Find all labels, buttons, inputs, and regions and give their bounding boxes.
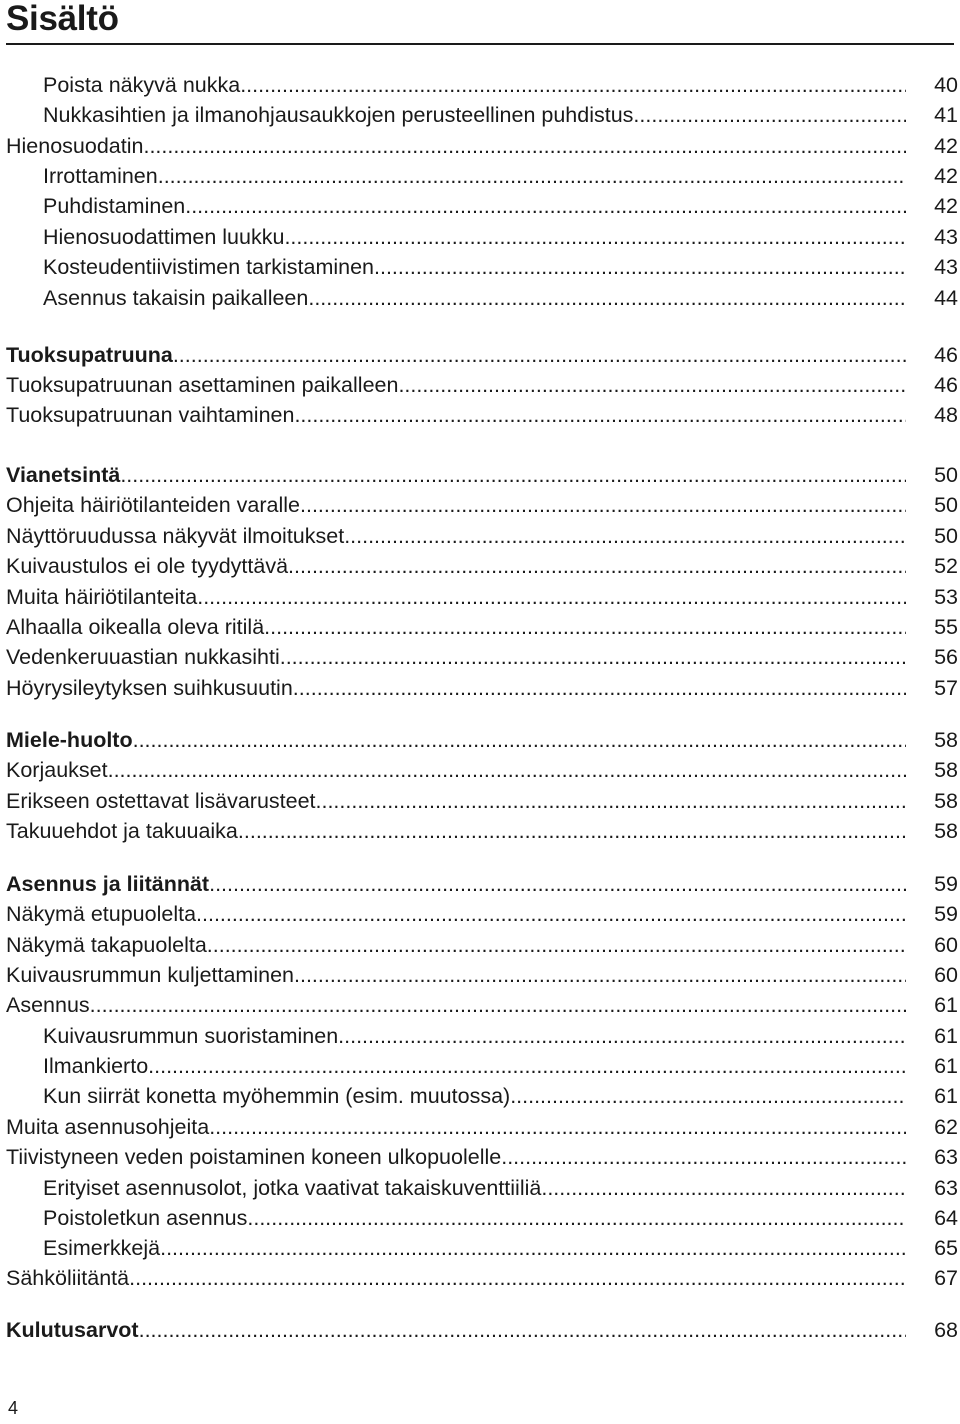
page-title: Sisältö xyxy=(6,0,119,38)
toc-entry[interactable] xyxy=(43,252,958,282)
toc-entry-title: Esimerkkejä xyxy=(43,1236,161,1260)
toc-entry[interactable] xyxy=(43,70,958,100)
dot-leader xyxy=(344,521,906,551)
dot-leader xyxy=(185,191,906,221)
toc-entry-page: 67 xyxy=(934,1266,958,1290)
toc-entry-title: Kuivausrummun suoristaminen xyxy=(43,1024,339,1048)
toc-entry[interactable] xyxy=(6,1315,958,1345)
toc-entry-title: Erityiset asennusolot, jotka vaativat takaiskuventtiiliä xyxy=(43,1176,542,1200)
toc-entry[interactable] xyxy=(43,1233,958,1263)
title-block xyxy=(6,0,954,38)
toc-entry-page: 58 xyxy=(934,789,958,813)
toc-entry-title: Irrottaminen xyxy=(43,164,158,188)
toc-entry-title: Tuoksupatruunan asettaminen paikalleen xyxy=(6,373,399,397)
toc-entry-page: 59 xyxy=(934,902,958,926)
toc-entry-page: 56 xyxy=(934,645,958,669)
toc-entry-title: Kulutusarvot xyxy=(6,1318,139,1342)
dot-leader xyxy=(300,490,906,520)
dot-leader xyxy=(308,283,906,313)
toc-entry[interactable] xyxy=(6,725,958,755)
toc-entry-title: Miele-huolto xyxy=(6,728,133,752)
toc-entry[interactable] xyxy=(43,1051,958,1081)
toc-entry-page: 58 xyxy=(934,728,958,752)
toc-entry[interactable] xyxy=(6,131,958,161)
dot-leader xyxy=(240,70,906,100)
toc-entry-title: Ilmankierto xyxy=(43,1054,149,1078)
toc-entry-title: Ohjeita häiriötilanteiden varalle xyxy=(6,493,301,517)
toc-entry[interactable] xyxy=(6,582,958,612)
toc-entry[interactable] xyxy=(6,673,958,703)
toc-entry-title: Tiivistyneen veden poistaminen koneen ulkopuolelle xyxy=(6,1145,502,1169)
toc-entry[interactable] xyxy=(43,1081,958,1111)
toc-entry-page: 46 xyxy=(934,343,958,367)
dot-leader xyxy=(173,340,906,370)
toc-entry-page: 42 xyxy=(934,134,958,158)
dot-leader xyxy=(316,786,906,816)
toc-entry-page: 60 xyxy=(934,963,958,987)
dot-leader xyxy=(247,1203,906,1233)
toc-entry[interactable] xyxy=(43,1021,958,1051)
dot-leader xyxy=(293,673,906,703)
toc-entry[interactable] xyxy=(6,899,958,929)
toc-entry-page: 48 xyxy=(934,403,958,427)
dot-leader xyxy=(139,1315,906,1345)
toc-entry[interactable] xyxy=(6,521,958,551)
toc-entry-page: 41 xyxy=(934,103,958,127)
toc-entry[interactable] xyxy=(43,191,958,221)
toc-entry-page: 63 xyxy=(934,1176,958,1200)
toc-entry-page: 50 xyxy=(934,524,958,548)
toc-entry[interactable] xyxy=(43,1203,958,1233)
toc-entry[interactable] xyxy=(6,1112,958,1142)
toc-entry-page: 68 xyxy=(934,1318,958,1342)
toc-entry-page: 58 xyxy=(934,819,958,843)
toc-entry-page: 42 xyxy=(934,194,958,218)
toc-entry-title: Asennus takaisin paikalleen xyxy=(43,286,309,310)
toc-entry-title: Näyttöruudussa näkyvät ilmoitukset xyxy=(6,524,345,548)
toc-entry-page: 57 xyxy=(934,676,958,700)
toc-entry-title: Takuuehdot ja takuuaika xyxy=(6,819,238,843)
dot-leader xyxy=(264,612,906,642)
toc-entry-title: Tuoksupatruunan vaihtaminen xyxy=(6,403,295,427)
toc-entry[interactable] xyxy=(6,869,958,899)
dot-leader xyxy=(196,899,906,929)
toc-entry[interactable] xyxy=(6,960,958,990)
toc-entry-title: Hienosuodatin xyxy=(6,134,144,158)
toc-entry[interactable] xyxy=(6,930,958,960)
dot-leader xyxy=(288,551,906,581)
toc-entry-page: 44 xyxy=(934,286,958,310)
dot-leader xyxy=(197,582,906,612)
dot-leader xyxy=(158,161,906,191)
toc-entry-title: Poistoletkun asennus xyxy=(43,1206,248,1230)
toc-entry-page: 42 xyxy=(934,164,958,188)
toc-entry-page: 61 xyxy=(934,1054,958,1078)
toc-entry-title: Kuivaustulos ei ole tyydyttävä xyxy=(6,554,289,578)
toc-entry[interactable] xyxy=(6,490,958,520)
toc-entry-title: Korjaukset xyxy=(6,758,108,782)
dot-leader xyxy=(238,816,906,846)
toc-entry-page: 58 xyxy=(934,758,958,782)
toc-entry-title: Kuivausrummun kuljettaminen xyxy=(6,963,294,987)
toc-entry[interactable] xyxy=(6,551,958,581)
toc-entry[interactable] xyxy=(6,786,958,816)
dot-leader xyxy=(90,990,906,1020)
dot-leader xyxy=(294,960,906,990)
toc-entry-page: 61 xyxy=(934,993,958,1017)
toc-entry-title: Nukkasihtien ja ilmanohjausaukkojen perusteellinen puhdistus xyxy=(43,103,634,127)
dot-leader xyxy=(129,1263,906,1293)
toc-entry[interactable] xyxy=(43,1173,958,1203)
dot-leader xyxy=(501,1142,906,1172)
toc-entry-title: Asennus xyxy=(6,993,90,1017)
toc-entry[interactable] xyxy=(6,1263,958,1293)
page-number: 4 xyxy=(8,1398,19,1418)
toc-entry-title: Asennus ja liitännät xyxy=(6,872,210,896)
toc-entry-title: Alhaalla oikealla oleva ritilä xyxy=(6,615,265,639)
dot-leader xyxy=(374,252,906,282)
toc-entry-title: Sähköliitäntä xyxy=(6,1266,130,1290)
toc-entry[interactable] xyxy=(6,612,958,642)
toc-entry-page: 61 xyxy=(934,1084,958,1108)
dot-leader xyxy=(510,1081,906,1111)
toc-entry[interactable] xyxy=(6,755,958,785)
toc-entry-page: 59 xyxy=(934,872,958,896)
toc-entry[interactable] xyxy=(43,161,958,191)
toc-entry[interactable] xyxy=(43,222,958,252)
toc-entry[interactable] xyxy=(43,100,958,130)
toc-entry-title: Muita häiriötilanteita xyxy=(6,585,198,609)
dot-leader xyxy=(160,1233,906,1263)
toc-entry[interactable] xyxy=(6,340,958,370)
dot-leader xyxy=(148,1051,906,1081)
dot-leader xyxy=(108,755,906,785)
dot-leader xyxy=(280,642,906,672)
toc-entry-page: 55 xyxy=(934,615,958,639)
toc-entry-page: 64 xyxy=(934,1206,958,1230)
toc-entry-title: Näkymä etupuolelta xyxy=(6,902,197,926)
toc-entry-title: Puhdistaminen xyxy=(43,194,186,218)
toc-entry-page: 50 xyxy=(934,463,958,487)
toc-entry[interactable] xyxy=(6,370,958,400)
toc-entry-page: 43 xyxy=(934,255,958,279)
toc-entry-title: Hienosuodattimen luukku xyxy=(43,225,285,249)
toc-entry-page: 43 xyxy=(934,225,958,249)
toc-entry-page: 63 xyxy=(934,1145,958,1169)
toc-entry[interactable] xyxy=(6,460,958,490)
toc-entry-title: Höyrysileytyksen suihkusuutin xyxy=(6,676,293,700)
toc-entry-title: Erikseen ostettavat lisävarusteet xyxy=(6,789,316,813)
toc-entry-page: 62 xyxy=(934,1115,958,1139)
toc-entry-title: Tuoksupatruuna xyxy=(6,343,173,367)
toc-entry-title: Poista näkyvä nukka xyxy=(43,73,241,97)
toc-entry-title: Näkymä takapuolelta xyxy=(6,933,207,957)
dot-leader xyxy=(207,930,906,960)
dot-leader xyxy=(284,222,906,252)
toc-entry-title: Vedenkeruuastian nukkasihti xyxy=(6,645,280,669)
toc-entry[interactable] xyxy=(6,642,958,672)
dot-leader xyxy=(133,725,906,755)
dot-leader xyxy=(209,1112,906,1142)
toc-entry[interactable] xyxy=(6,1142,958,1172)
toc-entry[interactable] xyxy=(43,283,958,313)
toc-entry-title: Muita asennusohjeita xyxy=(6,1115,210,1139)
toc-entry-page: 52 xyxy=(934,554,958,578)
toc-entry-title: Vianetsintä xyxy=(6,463,121,487)
toc-entry-page: 65 xyxy=(934,1236,958,1260)
toc-entry-title: Kun siirrät konetta myöhemmin (esim. muutossa) xyxy=(43,1084,511,1108)
dot-leader xyxy=(143,131,906,161)
title-divider xyxy=(6,43,954,45)
toc-entry-page: 46 xyxy=(934,373,958,397)
toc-entry-page: 61 xyxy=(934,1024,958,1048)
toc-entry-title: Kosteudentiivistimen tarkistaminen xyxy=(43,255,375,279)
toc-entry-page: 50 xyxy=(934,493,958,517)
dot-leader xyxy=(398,370,906,400)
dot-leader xyxy=(209,869,906,899)
dot-leader xyxy=(294,400,906,430)
toc-entry-page: 40 xyxy=(934,73,958,97)
dot-leader xyxy=(633,100,906,130)
toc-entry[interactable] xyxy=(6,990,958,1020)
dot-leader xyxy=(338,1021,906,1051)
toc-entry[interactable] xyxy=(6,400,958,430)
toc-entry-page: 60 xyxy=(934,933,958,957)
dot-leader xyxy=(541,1173,906,1203)
toc-entry[interactable] xyxy=(6,816,958,846)
toc-entry-page: 53 xyxy=(934,585,958,609)
dot-leader xyxy=(120,460,906,490)
